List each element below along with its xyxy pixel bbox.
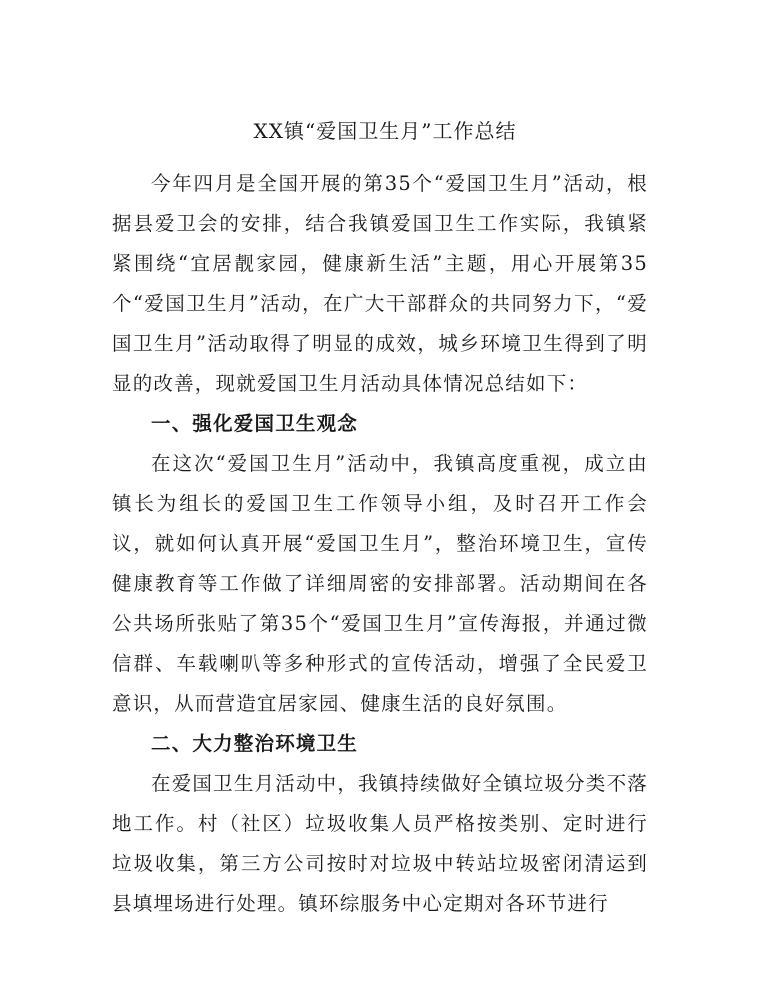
section-heading-1: 一、强化爱国卫生观念 — [151, 412, 359, 435]
section-heading-2: 二、大力整治环境卫生 — [151, 732, 359, 755]
section-paragraph-1: 在这次“爱国卫生月”活动中，我镇高度重视，成立由镇长为组长的爱国卫生工作领导小组，及时召开工作会议，就如何认真开展“爱国卫生月”，整治环境卫生，宣传健康教育等工作做了详细周密的安排部署。活动期间在各公共场所张贴了第35个“爱国卫生月”宣传海报，并通过微信群、车载喇叭等多种形式的宣传活动，增强了全民爱卫意识，从而营造宜居家园、健康生活的良好氛围。 — [112, 452, 648, 715]
intro-paragraph: 今年四月是全国开展的第35个“爱国卫生月”活动，根据县爱卫会的安排，结合我镇爱国卫生工作实际，我镇紧紧围绕“宜居靓家园，健康新生活”主题，用心开展第35个“爱国卫生月”活动，在广大干部群众的共同努力下，“爱国卫生月”活动取得了明显的成效，城乡环境卫生得到了明显的改善，现就爱国卫生月活动具体情况总结如下： — [112, 172, 648, 395]
document-body — [112, 164, 648, 924]
section-paragraph-2: 在爱国卫生月活动中，我镇持续做好全镇垃圾分类不落地工作。村（社区）垃圾收集人员严格按类别、定时进行垃圾收集，第三方公司按时对垃圾中转站垃圾密闭清运到县填埋场进行处理。镇环综服务中心定期对各环节进行 — [112, 772, 648, 915]
document-title: XX镇“爱国卫生月”工作总结 — [253, 119, 517, 143]
